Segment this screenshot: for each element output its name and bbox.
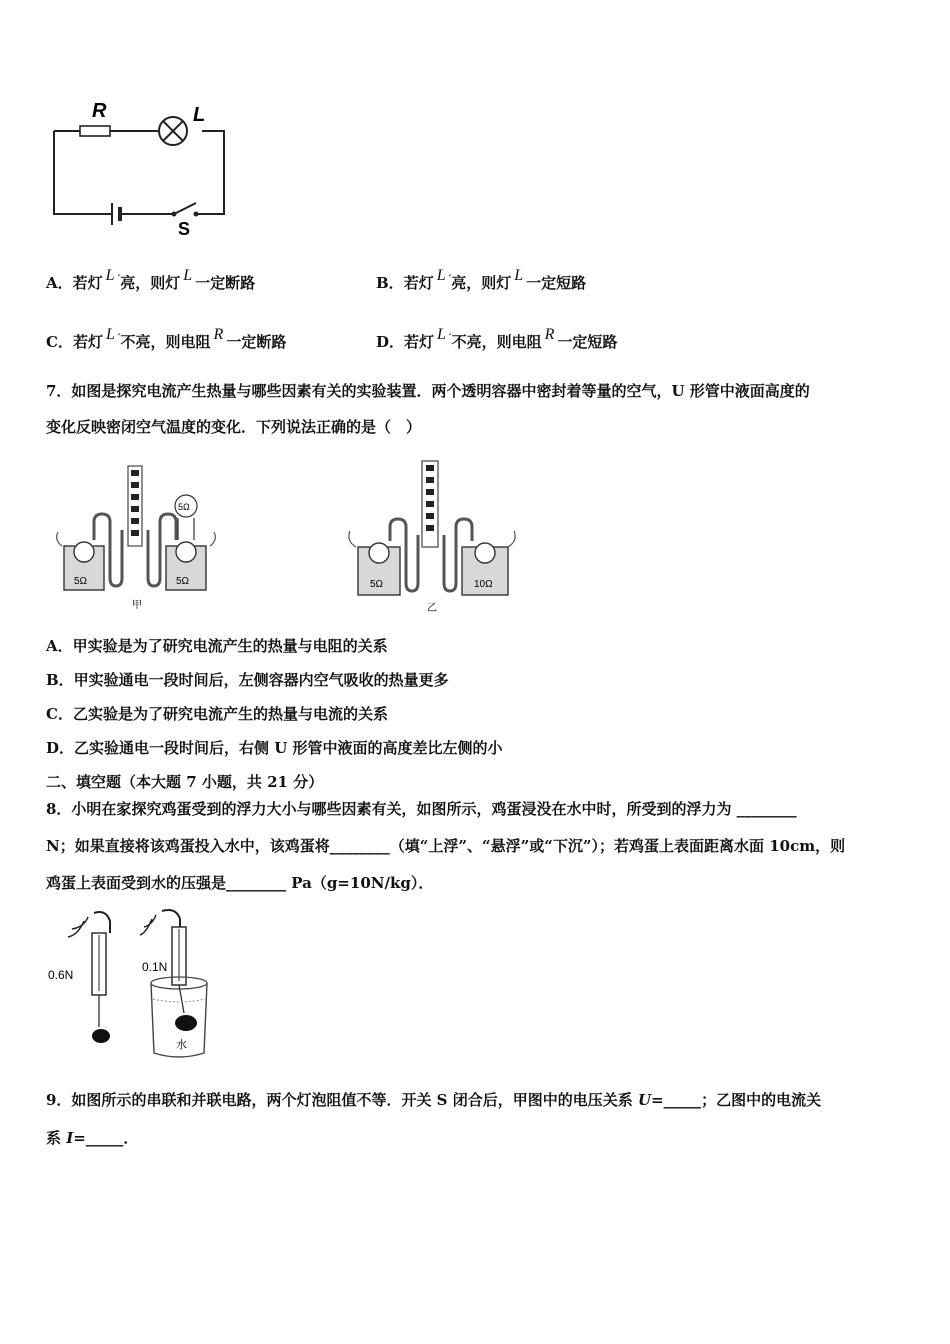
resistor-right-label: 10Ω bbox=[474, 579, 493, 590]
joule-heat-apparatus-yi bbox=[340, 455, 520, 615]
egg-buoyancy-figure bbox=[44, 905, 234, 1065]
scale-reading-right: 0.1N bbox=[142, 960, 168, 974]
q7-stem-line1: 7．如图是探究电流产生热量与哪些因素有关的实验装置．两个透明容器中密封着等量的空气，U 形管中液面高度的 bbox=[46, 382, 810, 400]
var-i: I bbox=[66, 1129, 74, 1147]
figure-caption-jia: 甲 bbox=[132, 600, 142, 611]
circuit-diagram-q6 bbox=[40, 95, 250, 240]
q6-option-a[interactable]: A．若灯 L ′亮，则灯 L 一定断路 bbox=[46, 267, 256, 292]
joule-heat-apparatus-jia bbox=[50, 460, 230, 615]
q9-stem-line2: 系 I=_____． bbox=[46, 1129, 139, 1147]
q8-stem-line1: 8．小明在家探究鸡蛋受到的浮力大小与哪些因素有关，如图所示，鸡蛋浸没在水中时，所受到的浮力为 ________ bbox=[46, 800, 797, 818]
resistor-left-label: 5Ω bbox=[74, 576, 88, 587]
q7-option-b[interactable]: B．甲实验通电一段时间后，左侧容器内空气吸收的热量更多 bbox=[46, 671, 449, 689]
q6-option-b[interactable]: B．若灯 L ′亮，则灯 L 一定短路 bbox=[376, 267, 587, 292]
q7-option-a[interactable]: A．甲实验是为了研究电流产生的热量与电阻的关系 bbox=[46, 637, 388, 655]
q7-option-c[interactable]: C．乙实验是为了研究电流产生的热量与电流的关系 bbox=[46, 705, 388, 723]
scale-reading-left: 0.6N bbox=[48, 968, 74, 982]
water-label: 水 bbox=[176, 1039, 187, 1051]
figure-caption-yi: 乙 bbox=[427, 603, 437, 614]
q8-stem-line2: N；如果直接将该鸡蛋投入水中，该鸡蛋将________（填“上浮”、“悬浮”或“下沉”）；若鸡蛋上表面距离水面 10cm，则 bbox=[46, 837, 846, 855]
var-u: U bbox=[637, 1091, 652, 1109]
lamp-label: L bbox=[193, 104, 206, 126]
resistor-top-label: 5Ω bbox=[178, 502, 190, 512]
switch-label: S bbox=[178, 219, 191, 239]
q6-option-d[interactable]: D．若灯 L ′不亮，则电阻 R 一定短路 bbox=[376, 326, 618, 351]
resistor-left-label: 5Ω bbox=[370, 579, 384, 590]
q8-stem-line3: 鸡蛋上表面受到水的压强是________ Pa（g=10N/kg）． bbox=[46, 874, 434, 892]
q7-stem-line2: 变化反映密闭空气温度的变化．下列说法正确的是（ ） bbox=[46, 418, 422, 436]
q6-option-c[interactable]: C．若灯 L ′不亮，则电阻 R 一定断路 bbox=[46, 326, 287, 351]
q7-option-d[interactable]: D．乙实验通电一段时间后，右侧 U 形管中液面的高度差比左侧的小 bbox=[46, 739, 503, 757]
resistor-label: R bbox=[92, 100, 107, 122]
q9-stem-line1: 9．如图所示的串联和并联电路，两个灯泡阻值不等．开关 S 闭合后，甲图中的电压关系 U=_____；乙图中的电流关 bbox=[46, 1091, 822, 1109]
resistor-right-label: 5Ω bbox=[176, 576, 190, 587]
section-heading: 二、填空题（本大题 7 小题，共 21 分） bbox=[46, 773, 324, 791]
